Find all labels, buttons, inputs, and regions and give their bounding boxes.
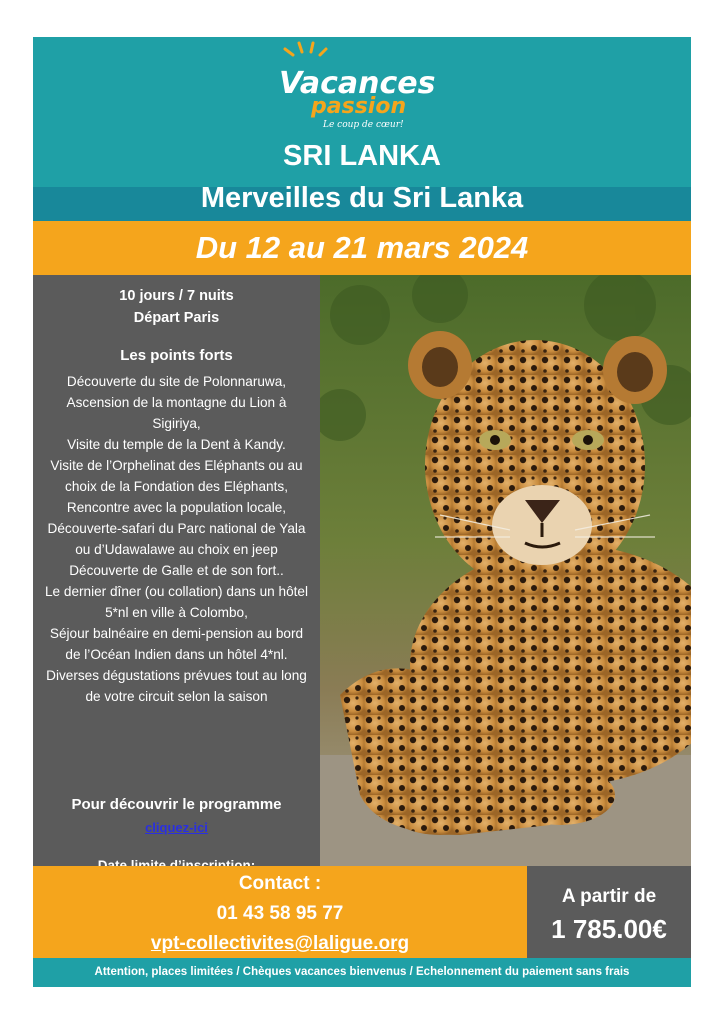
- highlights-title: Les points forts: [120, 347, 233, 364]
- contact-block: [33, 866, 527, 958]
- logo-line2: passion: [311, 94, 407, 119]
- leopard-image: [320, 275, 691, 866]
- logo-line1: Vacances: [279, 66, 436, 101]
- list-item: Visite du temple de la Dent à Kandy.: [67, 437, 286, 452]
- duration: 10 jours / 7 nuits: [119, 288, 234, 304]
- details-panel: [33, 275, 320, 866]
- list-item: Diverses dégustations prévues tout au long de votre circuit selon la saison: [46, 668, 307, 704]
- trip-dates: Du 12 au 21 mars 2024: [33, 221, 691, 275]
- logo: [273, 41, 453, 133]
- flyer: [33, 37, 691, 987]
- price-block: [527, 866, 691, 958]
- leopard-photo: [320, 275, 691, 866]
- list-item: Le dernier dîner (ou collation) dans un hôtel 5*nl en ville à Colombo,: [45, 584, 308, 620]
- list-item: Séjour balnéaire en demi-pension au bord de l’Océan Indien dans un hôtel 4*nl.: [49, 626, 304, 662]
- list-item: Découverte de Galle et de son fort..: [69, 563, 284, 578]
- footer-note: Attention, places limitées / Chèques vacances bienvenus / Echelonnement du paiement sans frais: [33, 958, 691, 987]
- departure: Départ Paris: [133, 310, 220, 326]
- country-title: SRI LANKA: [283, 140, 441, 172]
- contact-title: Contact :: [238, 873, 322, 894]
- list-item: Visite de l’Orphelinat des Eléphants ou au choix de la Fondation des Eléphants,: [50, 458, 303, 494]
- program-title: Pour découvrir le programme: [71, 796, 282, 813]
- contact-phone[interactable]: 01 43 58 95 77: [216, 903, 344, 924]
- sun-icon: [285, 43, 326, 55]
- header: [33, 37, 691, 221]
- highlights-list: [41, 371, 312, 707]
- list-item: Découverte-safari du Parc national de Yala ou d’Udawalawe au choix en jeep: [47, 521, 306, 557]
- program-link[interactable]: cliquez-ici: [145, 820, 208, 835]
- list-item: Ascension de la montagne du Lion à Sigiriya,: [66, 395, 287, 431]
- trip-summary: [33, 285, 320, 329]
- price-amount: 1 785.00€: [551, 914, 667, 944]
- contact-email[interactable]: vpt-collectivites@laligue.org: [150, 933, 410, 954]
- price-label: A partir de: [561, 886, 657, 907]
- logo-tagline: Le coup de cœur!: [323, 120, 404, 130]
- list-item: Rencontre avec la population locale,: [66, 500, 287, 515]
- list-item: Découverte du site de Polonnaruwa,: [66, 374, 287, 389]
- trip-name: Merveilles du Sri Lanka: [200, 182, 524, 214]
